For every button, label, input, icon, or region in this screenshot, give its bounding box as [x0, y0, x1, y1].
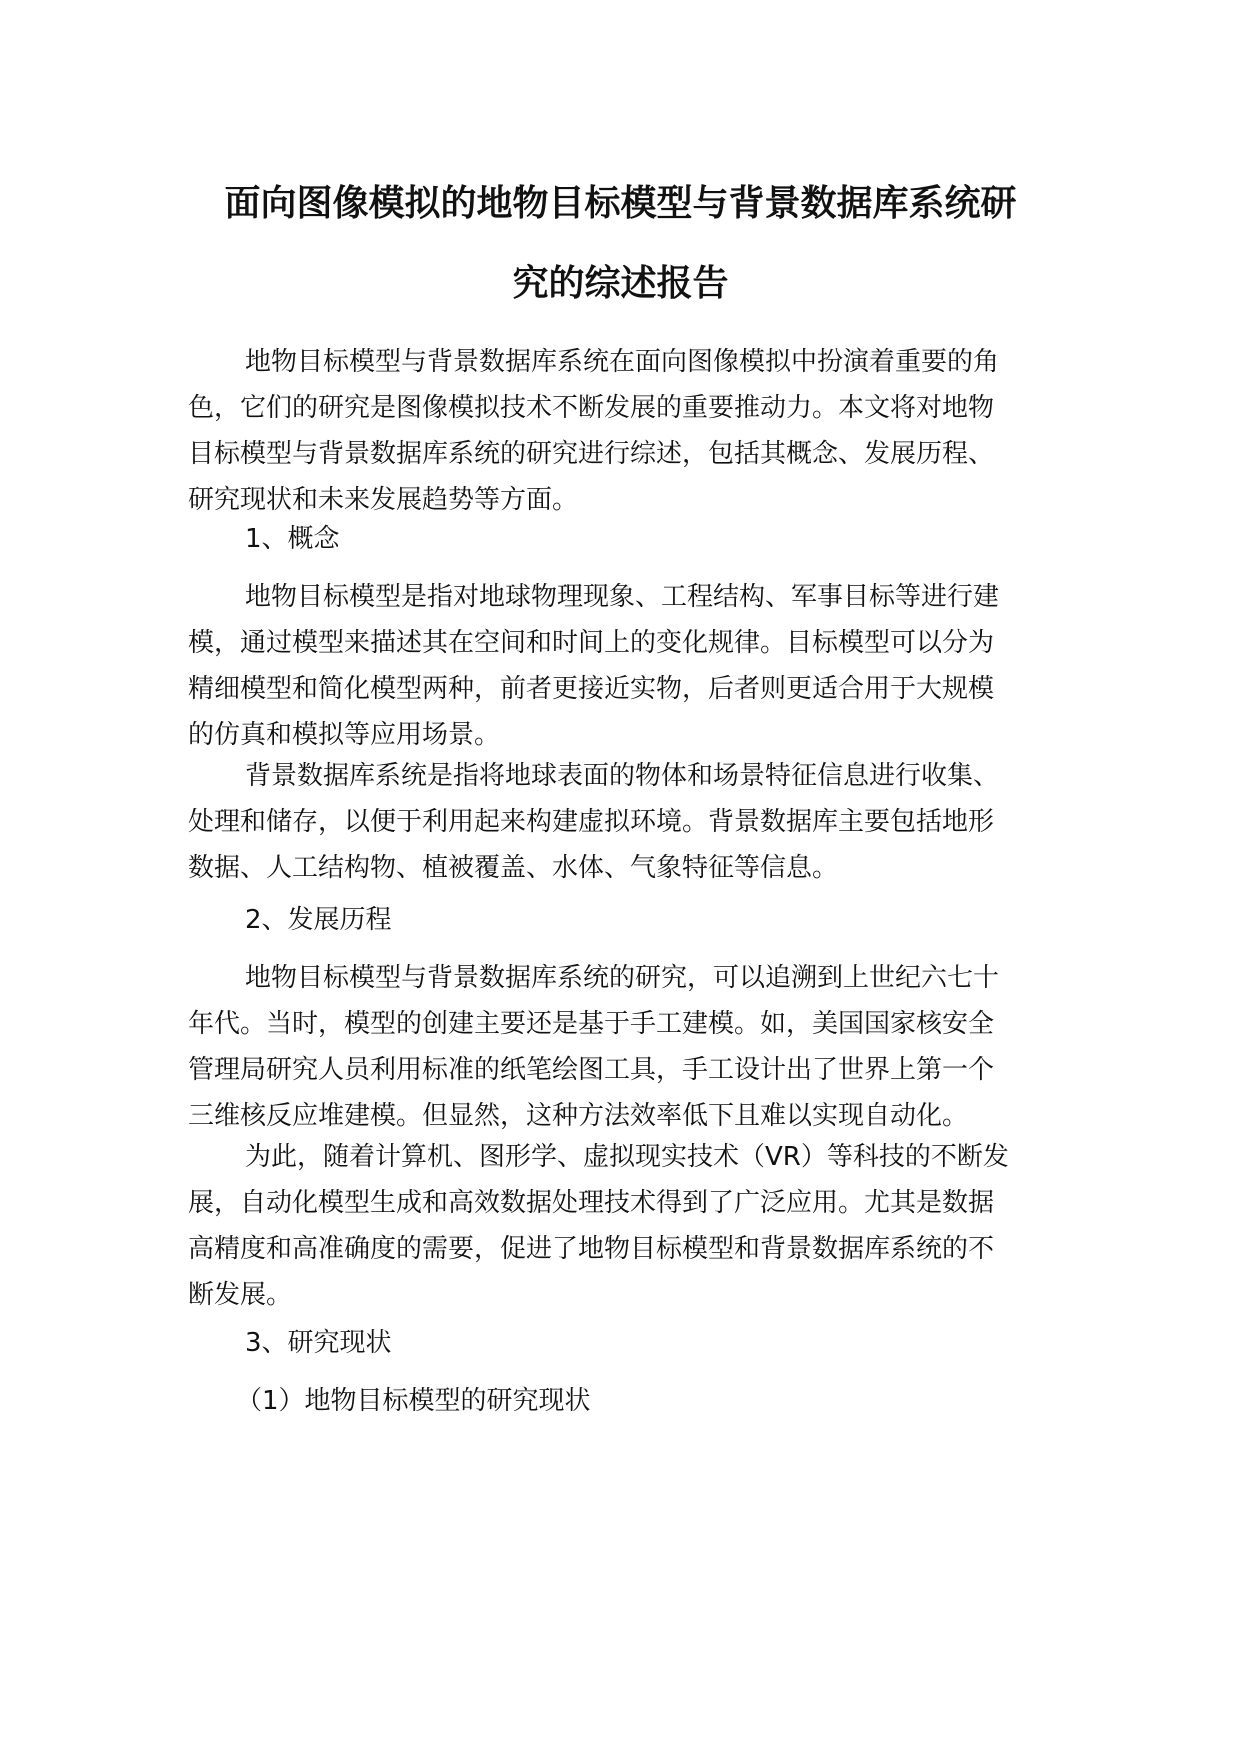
- section-1-heading: 1、概念: [245, 524, 340, 554]
- section-3-subheading-1: （1）地物目标模型的研究现状: [236, 1386, 591, 1416]
- paragraph-line: 地物目标模型与背景数据库系统的研究，可以追溯到上世纪六七十: [245, 963, 1000, 993]
- section-1-paragraph-1: [188, 574, 1043, 758]
- paragraph-line: 模，通过模型来描述其在空间和时间上的变化规律。目标模型可以分为: [188, 628, 995, 658]
- paragraph-line: 数据、人工结构物、植被覆盖、水体、气象特征等信息。: [188, 853, 839, 883]
- section-2-heading: 2、发展历程: [245, 905, 392, 935]
- paragraph-line: 管理局研究人员利用标准的纸笔绘图工具，手工设计出了世界上第一个: [188, 1055, 995, 1085]
- section-2-paragraph-1: [188, 955, 1043, 1139]
- intro-line: 地物目标模型与背景数据库系统在面向图像模拟中扮演着重要的角: [245, 347, 1000, 377]
- section-2-paragraph-2: [188, 1134, 1043, 1318]
- paragraph-line: 年代。当时，模型的创建主要还是基于手工建模。如，美国国家核安全: [188, 1009, 995, 1039]
- intro-paragraph: [188, 339, 1043, 523]
- paragraph-line: 展，自动化模型生成和高效数据处理技术得到了广泛应用。尤其是数据: [188, 1188, 995, 1218]
- paragraph-line: 断发展。: [188, 1280, 293, 1310]
- paragraph-line: 三维核反应堆建模。但显然，这种方法效率低下且难以实现自动化。: [188, 1101, 969, 1131]
- paragraph-line: 的仿真和模拟等应用场景。: [188, 720, 501, 750]
- section-1-paragraph-2: [188, 753, 1043, 891]
- paragraph-line: 背景数据库系统是指将地球表面的物体和场景特征信息进行收集、: [245, 761, 1000, 791]
- document-title-line-2: 究的综述报告: [512, 263, 729, 304]
- section-3-heading: 3、研究现状: [245, 1328, 392, 1358]
- paragraph-line: 地物目标模型是指对地球物理现象、工程结构、军事目标等进行建: [245, 582, 1000, 612]
- paragraph-line: 为此，随着计算机、图形学、虚拟现实技术（VR）等科技的不断发: [245, 1142, 1009, 1172]
- intro-line: 研究现状和未来发展趋势等方面。: [188, 485, 579, 515]
- paragraph-line: 处理和储存，以便于利用起来构建虚拟环境。背景数据库主要包括地形: [188, 807, 995, 837]
- paragraph-line: 高精度和高准确度的需要，促进了地物目标模型和背景数据库系统的不: [188, 1234, 995, 1264]
- paragraph-line: 精细模型和简化模型两种，前者更接近实物，后者则更适合用于大规模: [188, 674, 995, 704]
- intro-line: 色，它们的研究是图像模拟技术不断发展的重要推动力。本文将对地物: [188, 393, 995, 423]
- intro-line: 目标模型与背景数据库系统的研究进行综述，包括其概念、发展历程、: [188, 439, 995, 469]
- document-title-line-1: 面向图像模拟的地物目标模型与背景数据库系统研: [224, 183, 1017, 224]
